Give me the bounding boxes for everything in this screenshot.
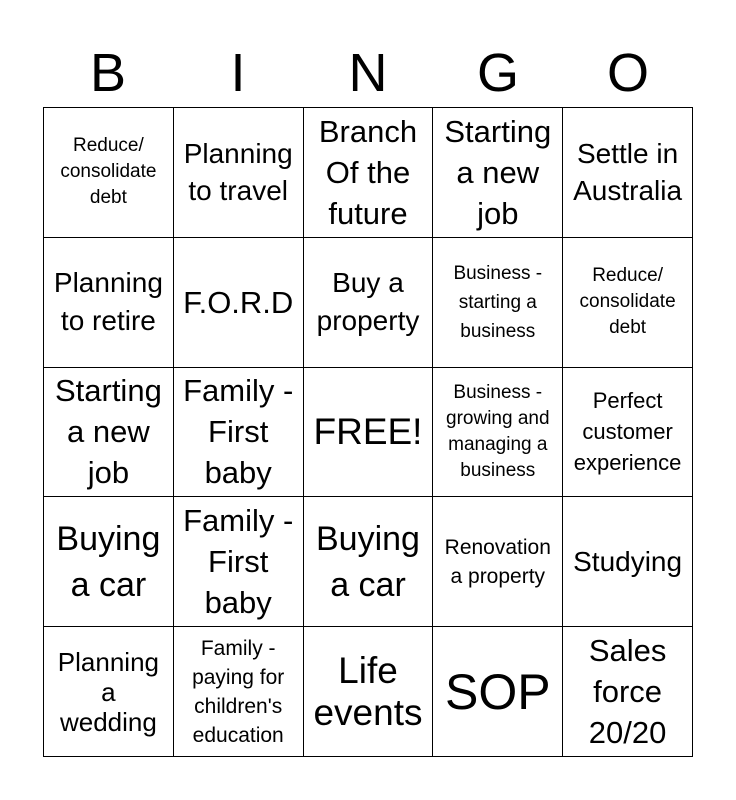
bingo-cell[interactable] <box>174 497 304 627</box>
cell-text: Settle in Australia <box>573 138 683 207</box>
bingo-cell[interactable] <box>433 627 563 757</box>
bingo-cell[interactable] <box>563 627 693 757</box>
bingo-cell[interactable] <box>563 368 693 498</box>
bingo-cell[interactable] <box>563 108 693 238</box>
bingo-cell[interactable] <box>44 497 174 627</box>
bingo-cell[interactable] <box>304 238 434 368</box>
cell-text: Starting a new job <box>54 373 162 491</box>
cell-text: Starting a new job <box>444 113 552 231</box>
free-space-cell[interactable] <box>304 368 434 498</box>
cell-text: Business - growing and managing a business <box>446 381 550 481</box>
bingo-cell[interactable] <box>433 368 563 498</box>
cell-text: Planning a wedding <box>57 646 159 737</box>
cell-text: Buy a property <box>316 267 420 337</box>
cell-text: Family - First baby <box>183 503 294 621</box>
free-space-text: FREE! <box>313 410 423 452</box>
cell-text: Planning to travel <box>183 138 293 207</box>
bingo-cell[interactable] <box>44 108 174 238</box>
bingo-card-grid <box>43 107 693 757</box>
bingo-cell[interactable] <box>174 368 304 498</box>
header-letter-o: O <box>606 43 649 103</box>
cell-text: Family - First baby <box>183 373 294 491</box>
header-letter-i: I <box>230 43 246 103</box>
cell-text: Studying <box>573 545 683 577</box>
cell-text: Sales force 20/20 <box>588 633 667 751</box>
cell-text: SOP <box>444 663 551 720</box>
cell-text: Renovation a property <box>444 535 551 588</box>
cell-text: Business - starting a business <box>453 262 543 342</box>
bingo-cell[interactable] <box>174 108 304 238</box>
bingo-cell[interactable] <box>44 368 174 498</box>
cell-text: Life events <box>313 649 423 733</box>
bingo-cell[interactable] <box>304 108 434 238</box>
bingo-cell[interactable] <box>304 497 434 627</box>
bingo-cell[interactable] <box>563 238 693 368</box>
cell-text: Branch Of the future <box>318 113 418 231</box>
cell-text: Perfect customer experience <box>573 388 682 476</box>
bingo-cell[interactable] <box>433 497 563 627</box>
bingo-cell[interactable] <box>563 497 693 627</box>
header-letter-g: G <box>476 43 519 103</box>
cell-text: Buying a car <box>56 519 161 604</box>
header-letter-n: N <box>348 43 388 103</box>
cell-text: Family - paying for children's education <box>192 636 285 747</box>
bingo-cell[interactable] <box>433 238 563 368</box>
bingo-cell[interactable] <box>433 108 563 238</box>
cell-text: Reduce/ consolidate debt <box>60 135 157 209</box>
bingo-header <box>43 40 693 106</box>
header-letter-b: B <box>89 43 127 103</box>
cell-text: Reduce/ consolidate debt <box>579 265 676 339</box>
bingo-cell[interactable] <box>174 627 304 757</box>
bingo-cell[interactable] <box>44 238 174 368</box>
cell-text: Buying a car <box>316 519 420 604</box>
bingo-cell[interactable] <box>44 627 174 757</box>
cell-text: Planning to retire <box>53 267 163 337</box>
bingo-cell[interactable] <box>174 238 304 368</box>
bingo-cell[interactable] <box>304 627 434 757</box>
cell-text: F.O.R.D <box>183 284 294 320</box>
